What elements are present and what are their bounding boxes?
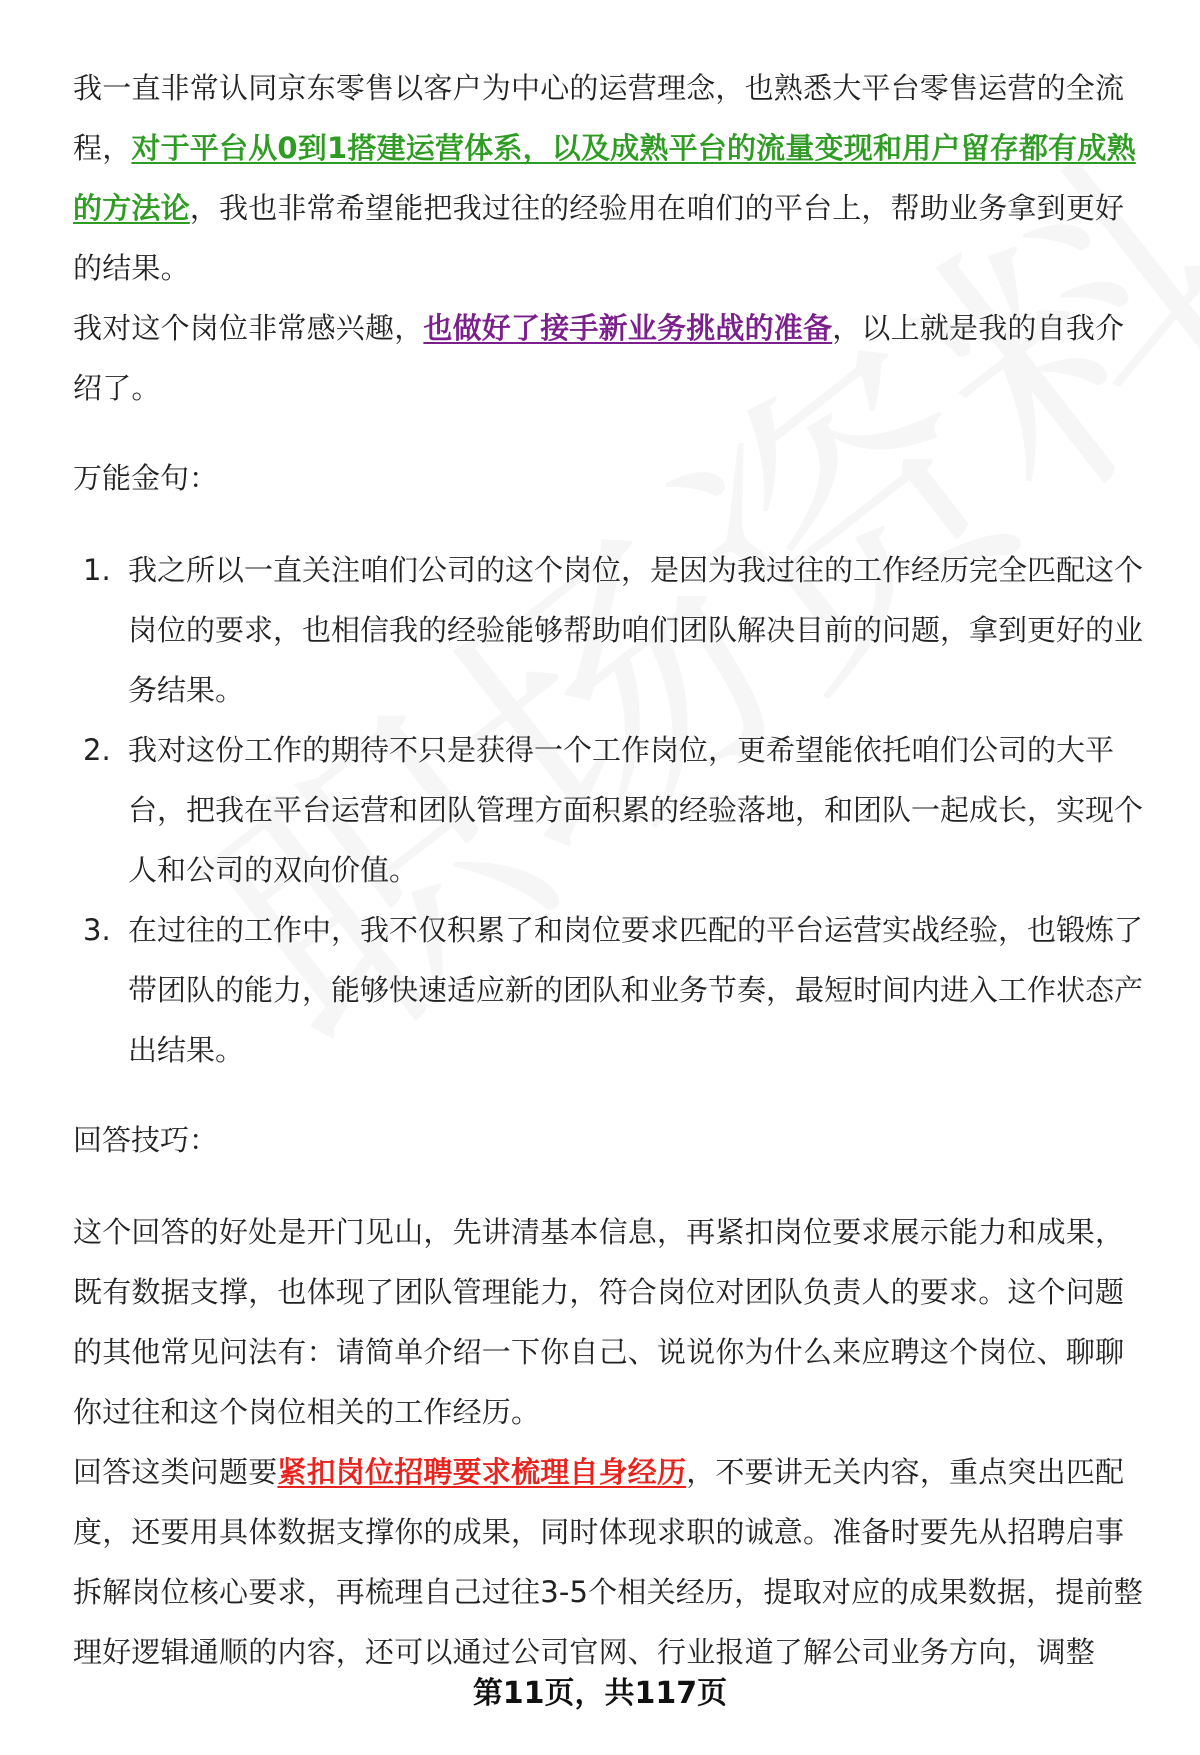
intro-paragraph-1	[73, 58, 1153, 298]
document-page	[73, 58, 1153, 1682]
page-number: 第11页，共117页	[472, 1676, 728, 1711]
list-item	[73, 540, 1153, 720]
tips-paragraph-1: 这个回答的好处是开门见山，先讲清基本信息，再紧扣岗位要求展示能力和成果，既有数据支撑，也体现了团队管理能力，符合岗位对团队负责人的要求。这个问题的其他常见问法有：请简单介绍一下你自己、说说你为什么来应聘这个岗位、聊聊你过往和这个岗位相关的工作经历。	[73, 1215, 1125, 1429]
tips-paragraph-2	[73, 1442, 1153, 1682]
phrases-heading: 万能金句：	[73, 461, 219, 495]
list-number: 3.	[83, 913, 111, 947]
intro-text: ，以上就是我的自我介绍了。	[73, 311, 1125, 405]
list-item	[73, 900, 1153, 1080]
intro-paragraph-2	[73, 298, 1153, 418]
tips-text: ，不要讲无关内容，重点突出匹配度，还要用具体数据支撑你的成果，同时体现求职的诚意。准备时要先从招聘启事拆解岗位核心要求，再梳理自己过往3-5个相关经历，提取对应的成果数据，提前整理好逻辑通顺的内容，还可以通过公司官网、行业报道了解公司业务方向，调整	[73, 1455, 1143, 1669]
highlight-red: 紧扣岗位招聘要求梳理自身经历	[277, 1455, 687, 1489]
intro-text: 我对这个岗位非常感兴趣，	[73, 311, 424, 345]
intro-text: 我一直非常认同京东零售以客户为中心的运营理念，也熟悉大平台零售运营的全流程，	[73, 71, 1125, 165]
list-item	[73, 720, 1153, 900]
list-number: 2.	[83, 733, 111, 767]
tips-heading: 回答技巧：	[73, 1123, 219, 1157]
list-number: 1.	[83, 553, 111, 587]
list-item-text: 在过往的工作中，我不仅积累了和岗位要求匹配的平台运营实战经验，也锻炼了带团队的能力，能够快速适应新的团队和业务节奏，最短时间内进入工作状态产出结果。	[128, 913, 1144, 1067]
tips-text: 回答这类问题要	[73, 1455, 278, 1489]
highlight-purple: 也做好了接手新业务挑战的准备	[423, 311, 833, 345]
intro-text: ，我也非常希望能把我过往的经验用在咱们的平台上，帮助业务拿到更好的结果。	[73, 191, 1125, 285]
list-item-text: 我之所以一直关注咱们公司的这个岗位，是因为我过往的工作经历完全匹配这个岗位的要求，也相信我的经验能够帮助咱们团队解决目前的问题，拿到更好的业务结果。	[128, 553, 1144, 707]
highlight-green: 对于平台从0到1搭建运营体系，以及成熟平台的流量变现和用户留存都有成熟的方法论	[73, 131, 1136, 225]
phrases-list	[73, 540, 1153, 1080]
list-item-text: 我对这份工作的期待不只是获得一个工作岗位，更希望能依托咱们公司的大平台，把我在平台运营和团队管理方面积累的经验落地，和团队一起成长，实现个人和公司的双向价值。	[128, 733, 1144, 887]
